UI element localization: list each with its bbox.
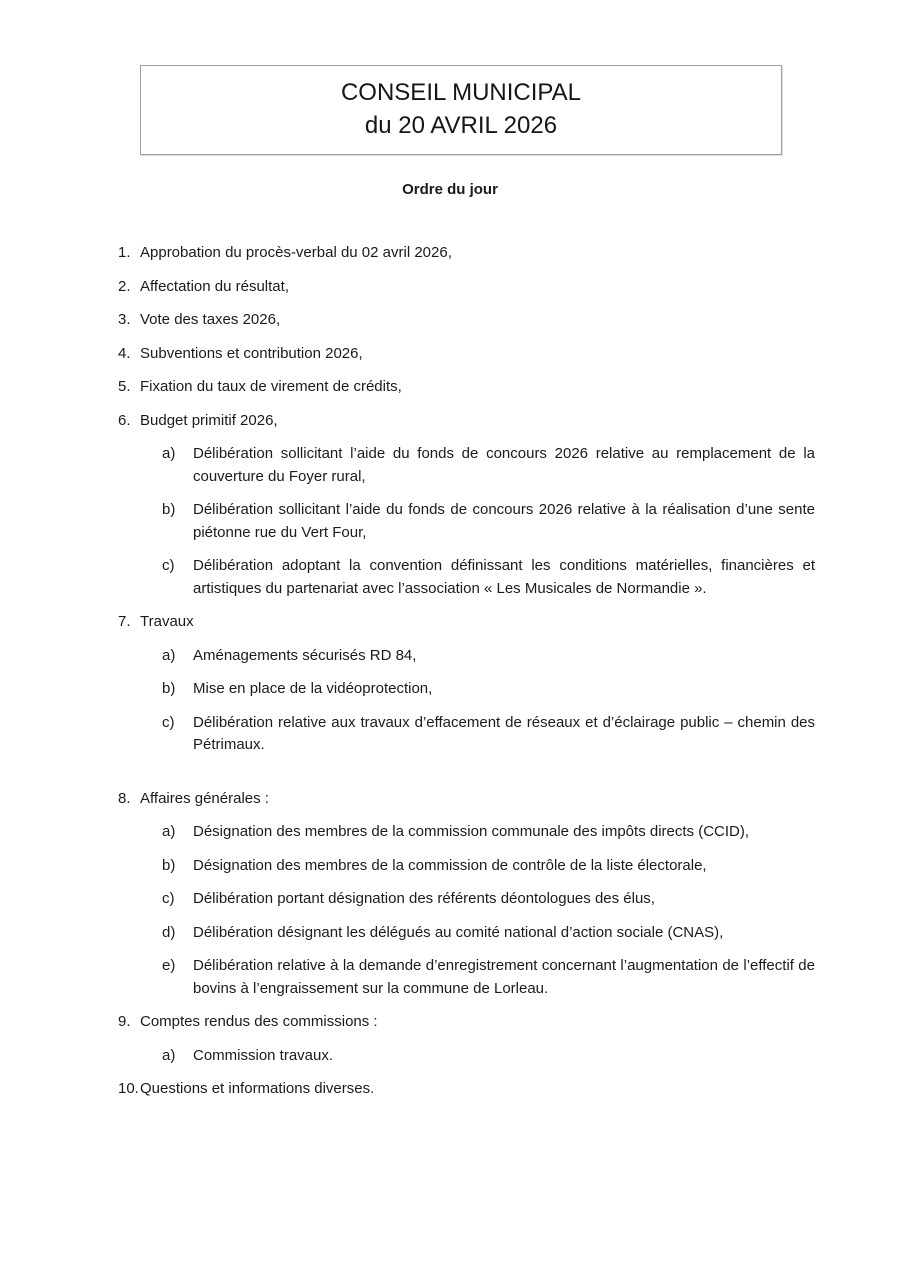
- agenda-subitem-8d: [162, 922, 815, 945]
- title-line-2: du 20 AVRIL 2026: [364, 112, 558, 139]
- agenda-subitem-8c: [162, 888, 815, 911]
- agenda-subitem-text: Délibération désignant les délégués au comité national d’action sociale (CNAS),: [193, 923, 724, 941]
- agenda-subitem-letter: a): [162, 646, 176, 664]
- agenda-list: [118, 242, 815, 1101]
- agenda-subitem-8e: [162, 955, 815, 1000]
- agenda-subitem-7c: [162, 712, 815, 757]
- agenda-item-text: Approbation du procès-verbal du 02 avril 2026,: [140, 244, 452, 261]
- agenda-item-4: [118, 343, 815, 366]
- agenda-item-7: [118, 611, 815, 634]
- agenda-item-text: Questions et informations diverses.: [140, 1080, 375, 1097]
- agenda-subitem-text: Délibération relative à la demande d’enregistrement concernant l’augmentation de l’effectif de bovins à l’engraissement sur la commune de Lorleau.: [193, 957, 815, 997]
- agenda-subitem-letter: b): [162, 501, 176, 518]
- agenda-item-number: 10.: [118, 1080, 139, 1097]
- agenda-subitem-7b: [162, 678, 815, 701]
- agenda-subitem-text: Délibération sollicitant l’aide du fonds de concours 2026 relative à la réalisation d’une sente piétonne rue du Vert Four,: [193, 501, 815, 541]
- agenda-subitem-8a: [162, 821, 815, 844]
- agenda-subitem-8b: [162, 855, 815, 878]
- agenda-item-text: Affectation du résultat,: [140, 277, 289, 295]
- agenda-item-1: [118, 242, 815, 265]
- agenda-subitem-6c: [162, 555, 815, 600]
- agenda-subitem-letter: d): [162, 923, 176, 941]
- agenda-subitem-letter: c): [162, 713, 175, 731]
- agenda-subitem-6a: [162, 443, 815, 488]
- agenda-subitem-text: Mise en place de la vidéoprotection,: [193, 680, 433, 697]
- agenda-item-number: 8.: [118, 789, 131, 807]
- agenda-item-9: [118, 1011, 815, 1034]
- agenda-subitem-letter: e): [162, 957, 176, 974]
- agenda-item-3: [118, 309, 815, 332]
- agenda-subitem-text: Délibération sollicitant l’aide du fonds de concours 2026 relative au remplacement de la couverture du Foyer rural,: [193, 445, 815, 485]
- agenda-item-text: Travaux: [140, 613, 194, 630]
- agenda-item-text: Fixation du taux de virement de crédits,: [140, 378, 402, 395]
- agenda-item-text: Vote des taxes 2026,: [140, 311, 281, 328]
- agenda-subitem-9a: [162, 1045, 815, 1068]
- agenda-subitem-text: Commission travaux.: [193, 1046, 334, 1064]
- agenda-subitem-text: Délibération portant désignation des référents déontologues des élus,: [193, 890, 655, 907]
- agenda-item-number: 1.: [118, 244, 131, 261]
- agenda-item-number: 5.: [118, 378, 131, 395]
- agenda-item-8: [118, 788, 815, 811]
- agenda-item-number: 3.: [118, 311, 131, 328]
- agenda-item-number: 9.: [118, 1013, 131, 1030]
- agenda-item-5: [118, 376, 815, 399]
- agenda-item-number: 7.: [118, 613, 131, 630]
- agenda-item-6: [118, 410, 815, 433]
- agenda-item-text: Subventions et contribution 2026,: [140, 344, 363, 362]
- agenda-item-text: Comptes rendus des commissions :: [140, 1013, 378, 1030]
- title-box: [140, 65, 782, 155]
- title-line-1: CONSEIL MUNICIPAL: [340, 79, 582, 106]
- agenda-subitem-letter: a): [162, 823, 176, 840]
- agenda-item-text: Affaires générales :: [140, 789, 269, 807]
- agenda-subitem-text: Délibération relative aux travaux d’effacement de réseaux et d’éclairage public – chemin des Pétrimaux.: [193, 713, 815, 753]
- agenda-subitem-letter: b): [162, 680, 176, 697]
- agenda-subitem-letter: a): [162, 445, 176, 462]
- agenda-item-number: 2.: [118, 277, 131, 295]
- agenda-subitem-6b: [162, 499, 815, 544]
- agenda-item-text: Budget primitif 2026,: [140, 411, 278, 429]
- agenda-item-2: [118, 276, 815, 299]
- agenda-subitem-letter: a): [162, 1046, 176, 1064]
- agenda-subitem-letter: c): [162, 890, 175, 907]
- agenda-item-number: 6.: [118, 411, 131, 429]
- agenda-item-10: [118, 1078, 815, 1101]
- agenda-subitem-letter: b): [162, 856, 176, 874]
- agenda-subitem-7a: [162, 645, 815, 668]
- agenda-subitem-text: Délibération adoptant la convention définissant les conditions matérielles, financières et artistiques du partenariat avec l’association « Les Musicales de Normandie ».: [193, 557, 815, 597]
- subtitle: Ordre du jour: [402, 181, 498, 198]
- agenda-subitem-text: Désignation des membres de la commission communale des impôts directs (CCID),: [193, 823, 750, 840]
- agenda-subitem-text: Désignation des membres de la commission de contrôle de la liste électorale,: [193, 856, 707, 874]
- agenda-item-number: 4.: [118, 344, 131, 362]
- agenda-subitem-letter: c): [162, 557, 175, 574]
- agenda-subitem-text: Aménagements sécurisés RD 84,: [193, 646, 417, 664]
